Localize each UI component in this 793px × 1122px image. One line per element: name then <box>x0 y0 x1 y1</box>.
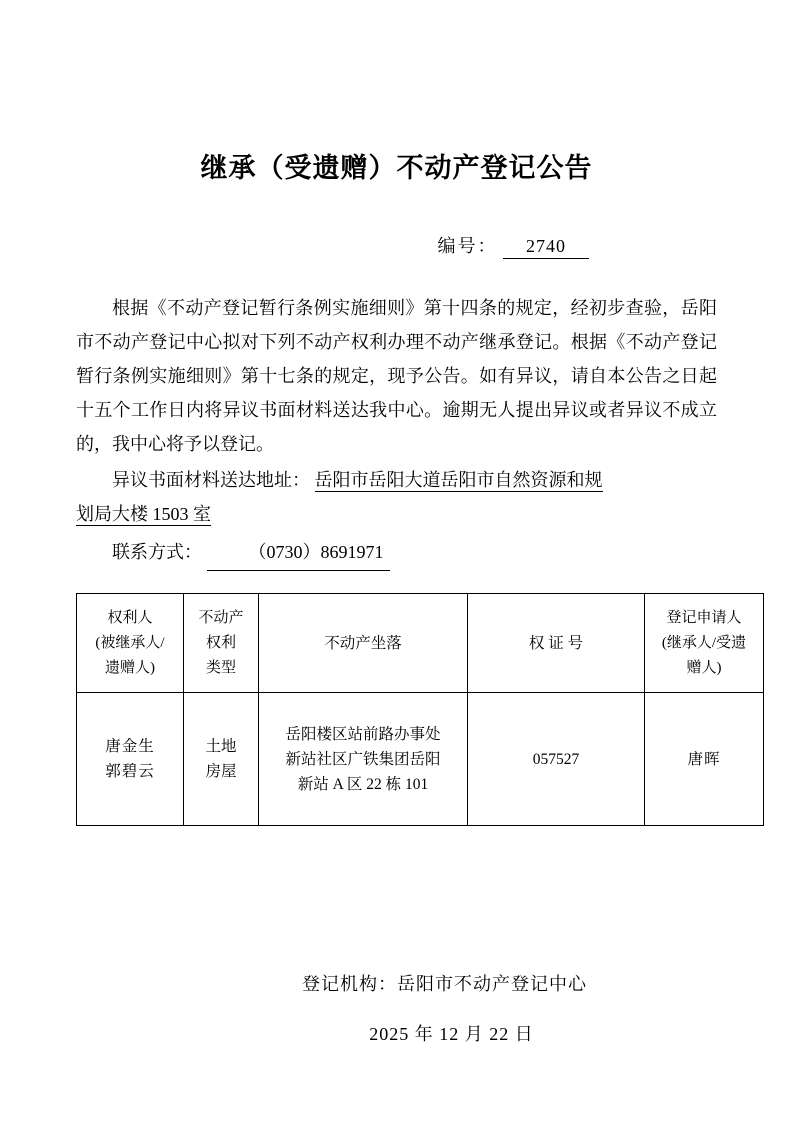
header-property-type-line1: 不动产 <box>198 609 244 626</box>
header-certificate-no: 权 证 号 <box>468 594 645 693</box>
cell-location-line3: 新站 A 区 22 栋 101 <box>297 775 429 793</box>
delivery-address-label: 异议书面材料送达地址： <box>112 470 310 491</box>
table-header <box>77 594 764 693</box>
cell-certificate-no: 057527 <box>468 693 645 826</box>
announcement-body <box>76 291 717 461</box>
header-property-type-line2: 权利 <box>205 634 236 651</box>
serial-label: 编号： <box>437 236 498 257</box>
cell-owner-line2: 郭碧云 <box>105 763 155 781</box>
delivery-address-value-1: 岳阳市岳阳大道岳阳市自然资源和规 <box>314 470 603 491</box>
header-applicant-line3: 赠人) <box>686 659 722 676</box>
delivery-address-block <box>76 463 717 531</box>
header-applicant <box>645 594 764 693</box>
cell-applicant: 唐晖 <box>645 693 764 826</box>
header-owner-line2: (被继承人/ <box>95 634 165 651</box>
cell-location <box>259 693 468 826</box>
delivery-address-line2 <box>76 497 717 531</box>
table-body <box>77 693 764 826</box>
cell-owner <box>77 693 184 826</box>
cell-location-line1: 岳阳楼区站前路办事处 <box>285 725 441 743</box>
cell-owner-line1: 唐金生 <box>105 738 155 756</box>
page-title: 继承（受遗赠）不动产登记公告 <box>200 153 593 183</box>
serial-number-row <box>76 232 717 259</box>
header-owner-line1: 权利人 <box>107 609 153 626</box>
contact-value: （0730）8691971 <box>207 535 390 571</box>
contact-label: 联系方式： <box>112 542 202 563</box>
registration-authority: 登记机构：岳阳市不动产登记中心 <box>302 974 587 995</box>
cell-property-type-line1: 土地 <box>205 738 237 756</box>
announcement-paragraph: 根据《不动产登记暂行条例实施细则》第十四条的规定，经初步查验，岳阳市不动产登记中心拟对下列不动产权利办理不动产继承登记。根据《不动产登记暂行条例实施细则》第十七条的规定，现予公告。如有异议，请自本公告之日起十五个工作日内将异议书面材料送达我中心。逾期无人提出异议或者异议不成立的，我中心将予以登记。 <box>76 298 717 455</box>
serial-number-value: 2740 <box>503 236 589 259</box>
announcement-date: 2025 年 12 月 22 日 <box>369 1024 534 1045</box>
contact-line <box>76 535 717 571</box>
cell-property-type <box>184 693 259 826</box>
table-row <box>77 693 764 826</box>
cell-property-type-line2: 房屋 <box>205 763 237 781</box>
document-footer <box>76 966 717 1052</box>
header-owner-line3: 遗赠人) <box>105 659 155 676</box>
header-property-type <box>184 594 259 693</box>
header-location: 不动产坐落 <box>259 594 468 693</box>
cell-location-line2: 新站社区广铁集团岳阳 <box>285 750 441 768</box>
header-applicant-line2: (继承人/受遗 <box>661 634 747 651</box>
table-header-row <box>77 594 764 693</box>
delivery-address-line1 <box>76 463 717 497</box>
header-property-type-line3: 类型 <box>205 659 236 676</box>
registration-table <box>76 593 764 826</box>
header-applicant-line1: 登记申请人 <box>666 609 742 626</box>
header-owner <box>77 594 184 693</box>
delivery-address-value-2: 划局大楼 1503 室 <box>76 504 211 525</box>
